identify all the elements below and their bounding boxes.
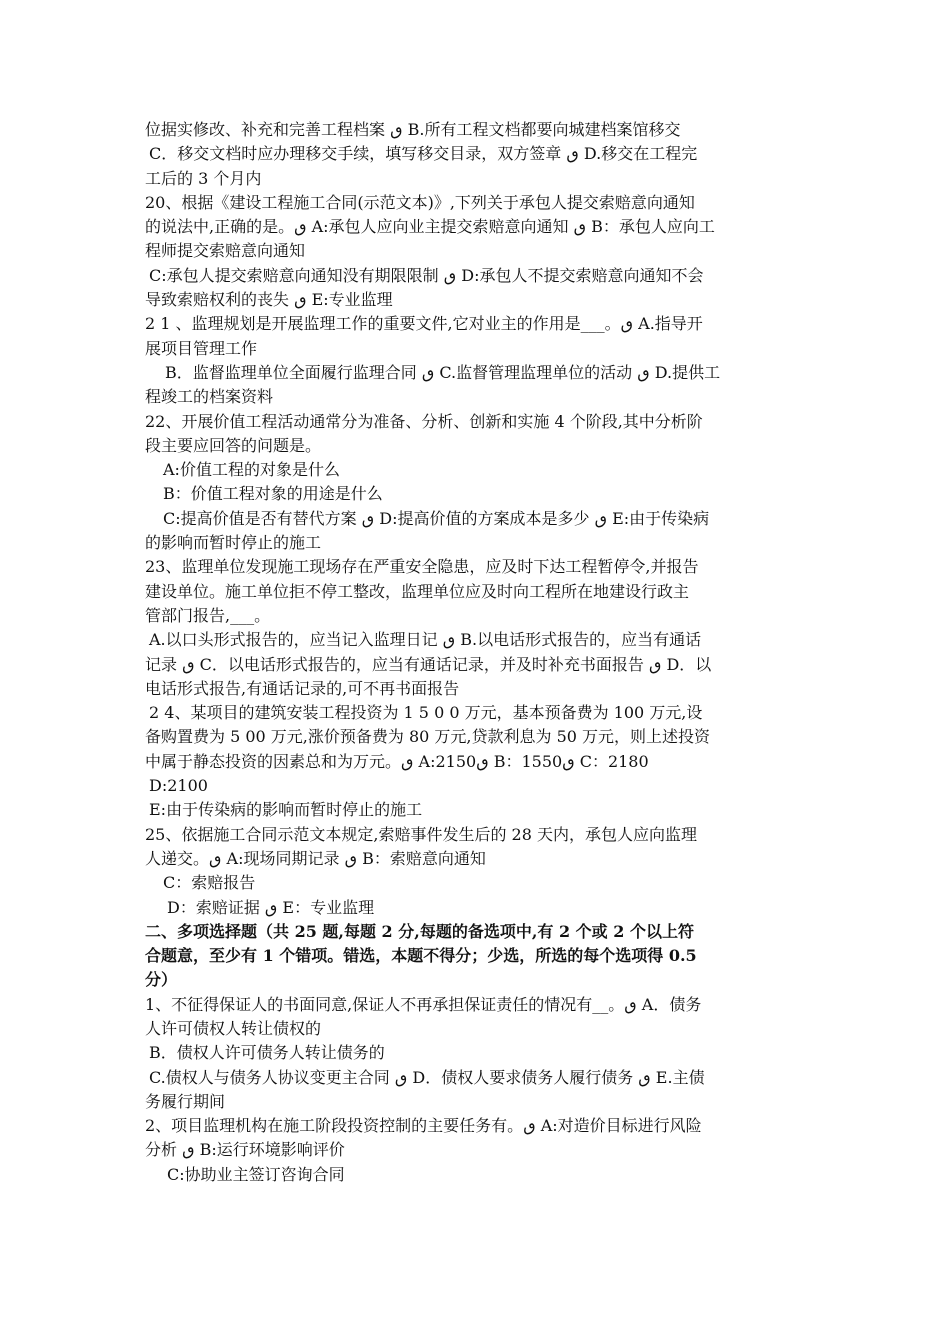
text-line: D：索赔证据 ٯ E：专业监理 <box>167 897 375 917</box>
text-line: 电话形式报告,有通话记录的,可不再书面报告 <box>145 678 460 698</box>
text-line: C．移交文档时应办理移交手续，填写移交目录，双方签章 ٯ D.移交在工程完 <box>149 144 698 164</box>
text-line: 段主要应回答的问题是。 <box>145 435 322 455</box>
text-line: B．监督监理单位全面履行监理合同 ٯ C.监督管理监理单位的活动 ٯ D.提供工 <box>165 362 721 382</box>
text-line: 的说法中,正确的是。ٯ A:承包人应向业主提交索赔意向通知 ٯ B：承包人应向工 <box>145 217 715 237</box>
text-line: A:价值工程的对象是什么 <box>163 460 340 480</box>
text-line: 程师提交索赔意向通知 <box>145 241 306 261</box>
text-line: C：索赔报告 <box>163 873 256 893</box>
text-line: 分析 ٯ B:运行环境影响评价 <box>145 1140 345 1160</box>
text-line: 2 4、某项目的建筑安装工程投资为 1 5 0 0 万元，基本预备费为 100 万元,设 <box>149 703 703 723</box>
text-line: D:2100 <box>149 776 208 796</box>
text-line: 23、监理单位发现施工现场存在严重安全隐患，应及时下达工程暂停令,并报告 <box>145 557 699 577</box>
text-line: A.以口头形式报告的，应当记入监理日记 ٯ B.以电话形式报告的，应当有通话 <box>149 630 702 650</box>
text-line: C:承包人提交索赔意向通知没有期限限制 ٯ D:承包人不提交索赔意向通知不会 <box>149 265 704 285</box>
text-line: 的影响而暂时停止的施工 <box>145 533 322 553</box>
text-line: 1、不征得保证人的书面同意,保证人不再承担保证责任的情况有__。ٯ A．债务 <box>145 994 702 1014</box>
text-line: E:由于传染病的影响而暂时停止的施工 <box>149 800 423 820</box>
text-line: 备购置费为 5 00 万元,涨价预备费为 80 万元,贷款利息为 50 万元，则上述投资 <box>145 727 711 747</box>
text-line: 程竣工的档案资料 <box>145 387 274 407</box>
text-line: B：价值工程对象的用途是什么 <box>163 484 383 504</box>
text-line: 分） <box>145 970 178 990</box>
text-line: 导致索赔权利的丧失 ٯ E:专业监理 <box>145 290 393 310</box>
text-line: 建设单位。施工单位拒不停工整改，监理单位应及时向工程所在地建设行政主 <box>145 581 690 601</box>
text-line: 20、根据《建设工程施工合同(示范文本)》,下列关于承包人提交索赔意向通知 <box>145 192 695 212</box>
text-line: 合题意，至少有 1 个错项。错选，本题不得分；少选，所选的每个选项得 0.5 <box>145 946 697 966</box>
text-line: 展项目管理工作 <box>145 338 258 358</box>
text-line: 工后的 3 个月内 <box>145 168 262 188</box>
text-line: 25、依据施工合同示范文本规定,索赔事件发生后的 28 天内，承包人应向监理 <box>145 824 697 844</box>
text-line: 人递交。ٯ A:现场同期记录 ٯ B：索赔意向通知 <box>145 848 486 868</box>
text-line: C:提高价值是否有替代方案 ٯ D:提高价值的方案成本是多少 ٯ E:由于传染病 <box>163 508 710 528</box>
text-line: 2、项目监理机构在施工阶段投资控制的主要任务有。ٯ A:对造价目标进行风险 <box>145 1116 702 1136</box>
text-line: C.债权人与债务人协议变更主合同 ٯ D．债权人要求债务人履行债务 ٯ E.主债 <box>149 1067 705 1087</box>
text-line: 人许可债权人转让债权的 <box>145 1018 322 1038</box>
document-page <box>0 118 950 1187</box>
text-line: 务履行期间 <box>145 1091 226 1111</box>
text-line: 记录 ٯ C．以电话形式报告的，应当有通话记录，并及时补充书面报告 ٯ D．以 <box>145 654 712 674</box>
text-line: 二、多项选择题（共 25 题,每题 2 分,每题的备选项中,有 2 个或 2 个以上符 <box>145 921 694 941</box>
text-line: 位据实修改、补充和完善工程档案 ٯ B.所有工程文档都要向城建档案馆移交 <box>145 120 681 139</box>
text-line: 中属于静态投资的因素总和为万元。ٯ A:2150ٯ B：1550ٯ C：2180 <box>145 751 649 771</box>
text-line: 管部门报告,___。 <box>145 605 271 625</box>
text-line: 2 1 、监理规划是开展监理工作的重要文件,它对业主的作用是___。ٯ A.指导开 <box>145 314 703 334</box>
text-line: C:协助业主签订咨询合同 <box>167 1164 345 1184</box>
text-line: B．债权人许可债务人转让债务的 <box>149 1043 385 1063</box>
text-line: 22、开展价值工程活动通常分为准备、分析、创新和实施 4 个阶段,其中分析阶 <box>145 411 703 431</box>
